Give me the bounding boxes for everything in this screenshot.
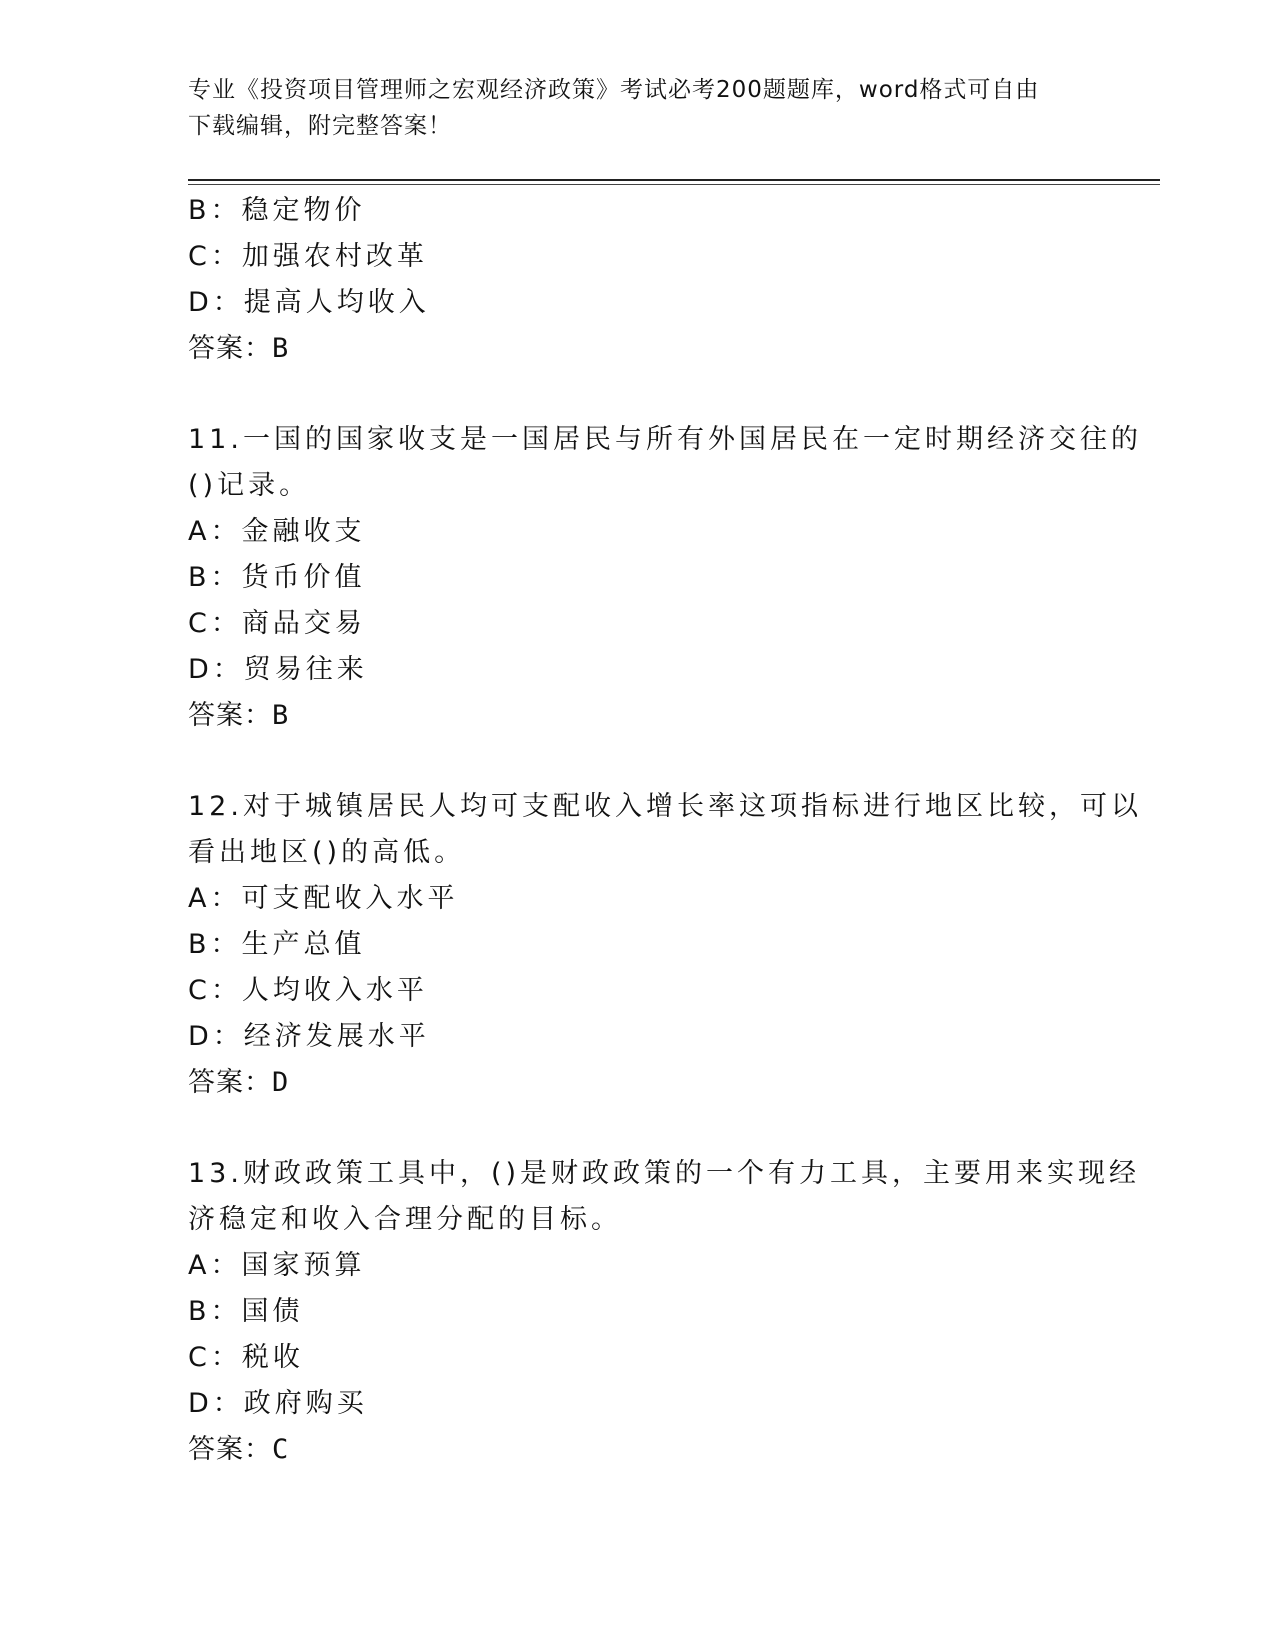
option-b: B：货币价值: [188, 562, 366, 593]
question-13: [188, 1151, 1141, 1473]
question-list: [188, 188, 1142, 1473]
question-continued: [188, 188, 1088, 372]
answer: 答案：B: [188, 700, 290, 731]
header-line-1: 专业《投资项目管理师之宏观经济政策》考试必考200题题库，word格式可自由: [188, 77, 1040, 103]
header-line-2: 下载编辑，附完整答案！: [188, 113, 452, 139]
option-d: D：政府购买: [188, 1388, 368, 1419]
question-stem-line-1: 12.对于城镇居民人均可支配收入增长率这项指标进行地区比较，可以: [188, 791, 1142, 822]
option-a: A：可支配收入水平: [188, 883, 459, 914]
option-d: D：提高人均收入: [188, 287, 430, 318]
option-b: B：稳定物价: [188, 195, 366, 226]
option-b: B：生产总值: [188, 929, 366, 960]
option-c: C：加强农村改革: [188, 241, 428, 272]
option-a: A：金融收支: [188, 516, 366, 547]
question-11: [188, 417, 1142, 739]
question-stem-line-1: 11.一国的国家收支是一国居民与所有外国居民在一定时期经济交往的: [188, 424, 1142, 455]
question-stem-line-2: 济稳定和收入合理分配的目标。: [188, 1204, 622, 1235]
question-stem-line-2: 看出地区()的高低。: [188, 837, 466, 868]
option-a: A：国家预算: [188, 1250, 366, 1281]
option-b: B：国债: [188, 1296, 304, 1327]
header-divider-thin: [188, 184, 1160, 185]
answer: 答案：C: [188, 1434, 290, 1465]
document-header: [188, 72, 1088, 144]
question-12: [188, 784, 1142, 1106]
question-stem-line-2: ()记录。: [188, 470, 311, 501]
option-c: C：税收: [188, 1342, 304, 1373]
option-c: C：商品交易: [188, 608, 366, 639]
option-c: C：人均收入水平: [188, 975, 428, 1006]
option-d: D：贸易往来: [188, 654, 368, 685]
question-stem-line-1: 13.财政政策工具中，()是财政政策的一个有力工具，主要用来实现经: [188, 1158, 1141, 1189]
answer: 答案：B: [188, 333, 290, 364]
option-d: D：经济发展水平: [188, 1021, 430, 1052]
answer: 答案：D: [188, 1067, 290, 1098]
header-divider: [188, 179, 1160, 181]
